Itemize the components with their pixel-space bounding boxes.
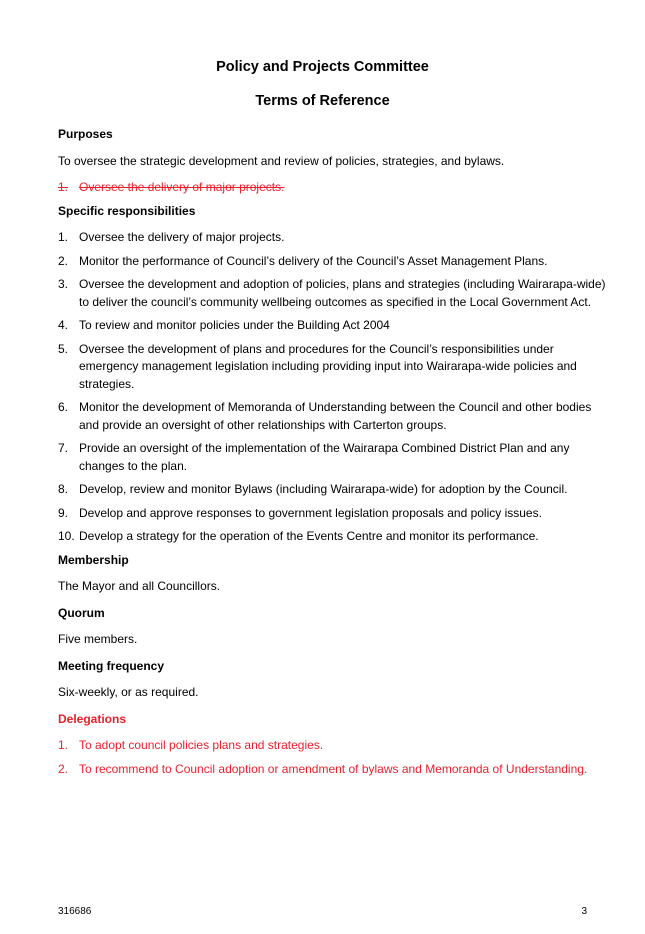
meeting-frequency-text: Six-weekly, or as required. <box>58 685 199 699</box>
item-text: Develop, review and monitor Bylaws (including Wairarapa-wide) for adoption by the Council. <box>79 482 568 496</box>
item-number: 1. <box>58 230 69 244</box>
responsibilities-heading: Specific responsibilities <box>58 203 196 218</box>
item-text: Monitor the development of Memoranda of Understanding between the Council and other bodies and provide an oversight of other relationships with Carterton groups. <box>79 400 592 432</box>
delegations-list <box>58 737 606 778</box>
membership-text: The Mayor and all Councillors. <box>58 579 221 593</box>
item-number: 2. <box>58 761 69 776</box>
item-number: 4. <box>58 318 69 332</box>
item-number: 6. <box>58 400 69 414</box>
list-item <box>58 341 606 394</box>
item-text: Provide an oversight of the implementation of the Wairarapa Combined District Plan and any changes to the plan. <box>79 441 570 473</box>
list-item <box>58 505 606 523</box>
item-text: To adopt council policies plans and strategies. <box>79 738 324 752</box>
item-number: 5. <box>58 341 69 356</box>
meeting-frequency-heading: Meeting frequency <box>58 658 165 673</box>
responsibilities-list <box>58 229 606 546</box>
item-text: Oversee the delivery of major projects. <box>79 230 285 244</box>
purposes-text: To oversee the strategic development and review of policies, strategies, and bylaws. <box>58 153 505 168</box>
purposes-struck-text: Oversee the delivery of major projects. <box>79 180 285 194</box>
item-number: 7. <box>58 441 69 455</box>
item-number: 2. <box>58 253 69 268</box>
list-item <box>58 440 606 475</box>
document-body <box>58 126 606 784</box>
item-number: 3. <box>58 277 69 291</box>
footer-document-code: 316686 <box>58 906 92 917</box>
item-number: 10. <box>58 529 75 543</box>
footer-page-number: 3 <box>581 906 587 917</box>
item-text: Monitor the performance of Council’s delivery of the Council’s Asset Management Plans. <box>79 253 548 268</box>
list-item <box>58 761 606 779</box>
list-item <box>58 481 606 499</box>
item-text: Develop a strategy for the operation of the Events Centre and monitor its performance. <box>79 529 539 543</box>
item-text: Oversee the development and adoption of policies, plans and strategies (including Wairarapa-wide) to deliver the council’s community wellbeing outcomes as specified in the Local Government Act. <box>79 277 606 309</box>
item-number: 1. <box>58 738 69 752</box>
purposes-heading: Purposes <box>58 127 113 141</box>
list-item <box>58 253 606 271</box>
list-item <box>58 528 606 546</box>
item-number: 9. <box>58 505 69 520</box>
document-subtitle: Terms of Reference <box>255 93 390 109</box>
quorum-text: Five members. <box>58 632 138 646</box>
list-item <box>58 229 606 247</box>
membership-heading: Membership <box>58 552 129 567</box>
item-text: To recommend to Council adoption or amendment of bylaws and Memoranda of Understanding. <box>79 761 588 776</box>
purposes-struck-list <box>58 179 606 197</box>
purposes-struck-item <box>58 179 606 197</box>
delegations-heading: Delegations <box>58 711 127 726</box>
item-number: 8. <box>58 482 69 496</box>
list-item <box>58 276 606 311</box>
list-item <box>58 399 606 434</box>
item-text: Develop and approve responses to government legislation proposals and policy issues. <box>79 505 542 520</box>
purposes-struck-number: 1. <box>58 180 69 194</box>
list-item <box>58 737 606 755</box>
quorum-heading: Quorum <box>58 605 105 620</box>
document-title: Policy and Projects Committee <box>216 59 429 75</box>
item-text: Oversee the development of plans and procedures for the Council’s responsibilities under emergency management legislation including providing input into Wairarapa-wide policies and strategies. <box>79 341 577 391</box>
list-item <box>58 317 606 335</box>
item-text: To review and monitor policies under the Building Act 2004 <box>79 318 390 332</box>
